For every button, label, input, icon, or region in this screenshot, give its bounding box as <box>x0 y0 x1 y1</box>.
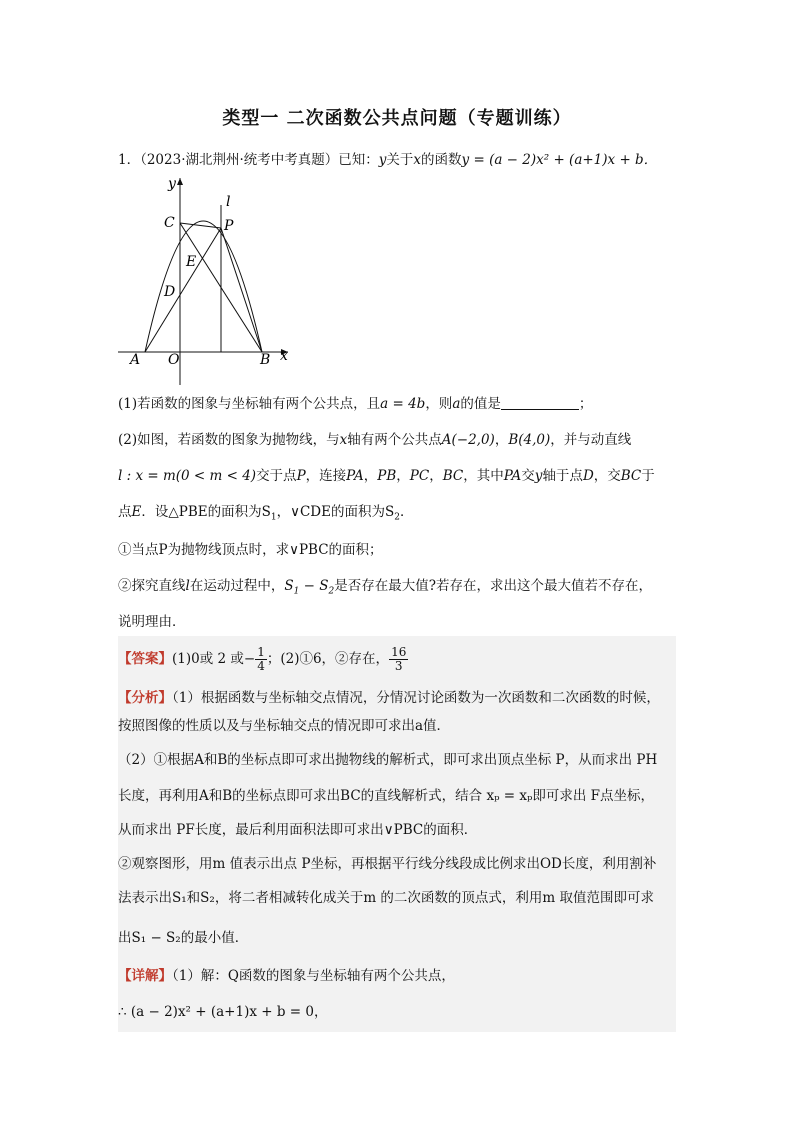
question-2-line-2: 说明理由． <box>118 614 186 630</box>
answer-line: 【答案】(1)0或 2 或− $\frac{1}{4}$ ；(2)①6，②存在， $\frac{16}{3}$ <box>118 645 407 673</box>
detail-tag: 【详解】 <box>118 968 172 984</box>
label-l: l <box>226 194 231 210</box>
answer-blank <box>501 395 579 410</box>
label-E: E <box>186 254 197 270</box>
part2-line-3: 点E．设△PBE的面积为$S_1$，∨CDE的面积为$S_2$． <box>118 504 414 523</box>
part2-line-1: (2)如图，若函数的图象为抛物线，与x轴有两个公共点A(−2,0)，B(4,0)，并与动直线 <box>118 432 632 448</box>
analysis-line-5: 从而求出 PF长度，最后利用面积法即可求出∨PBC的面积． <box>118 822 478 838</box>
analysis-line-3: （2）①根据A和B的坐标点即可求出抛物线的解析式，即可求出顶点坐标 P，从而求出 PH <box>118 752 658 768</box>
detail-line-1: 【详解】（1）解：Q函数的图象与坐标轴有两个公共点， <box>118 968 455 984</box>
analysis-line-7: 法表示出S₁和S₂，将二者相减转化成关于m 的二次函数的顶点式，利用m 取值范围即可求 <box>118 890 655 906</box>
label-O: O <box>168 352 180 368</box>
parabola-figure <box>118 170 308 390</box>
label-D: D <box>164 284 176 300</box>
label-y: y <box>168 176 176 192</box>
parabola-curve <box>145 221 262 352</box>
problem-number: 1．（2023·湖北荆州·统考中考真题）已知： <box>118 152 379 168</box>
analysis-line-2: 按照图像的性质以及与坐标轴交点的情况即可求出a值． <box>118 718 451 734</box>
question-2-line-1: ②探究直线l在运动过程中，$S_1 - S_2$是否存在最大值?若存在，求出这个最大值若不存在， <box>118 578 652 597</box>
segment-PA <box>145 228 221 352</box>
analysis-line-6: ②观察图形，用m 值表示出点 P坐标，再根据平行线分线段成比例求出OD长度，利用割补 <box>118 856 657 872</box>
detail-line-2: ∴ (a − 2)x² + (a+1)x + b = 0， <box>118 1004 328 1020</box>
segment-PC <box>180 223 221 228</box>
label-A: A <box>130 352 141 368</box>
analysis-tag: 【分析】 <box>118 690 172 706</box>
question-1: ①当点P为抛物线顶点时，求∨PBC的面积； <box>118 542 383 558</box>
label-x: x <box>280 348 288 364</box>
page-title: 类型一 二次函数公共点问题（专题训练） <box>222 108 572 129</box>
label-C: C <box>164 215 175 231</box>
analysis-line-1: 【分析】（1）根据函数与坐标轴交点情况，分情况讨论函数为一次函数和二次函数的时候， <box>118 690 660 706</box>
analysis-line-4: 长度，再利用A和B的坐标点即可求出BC的直线解析式，结合 xₚ = xₚ即可求出 F点坐标， <box>118 788 655 804</box>
function-formula: y = (a − 2)x² + (a+1)x + b． <box>461 152 658 168</box>
label-P: P <box>224 218 234 234</box>
label-B: B <box>260 352 271 368</box>
part2-line-2: l : x = m(0 < m < 4)交于点P，连接PA，PB，PC，BC，其中PA交y轴于点D，交BC于 <box>118 468 655 484</box>
problem-line-1: 1．（2023·湖北荆州·统考中考真题）已知：y关于x的函数y = (a − 2)x² + (a+1)x + b． <box>118 152 658 168</box>
y-axis-arrow <box>177 178 183 185</box>
part1-line: (1)若函数的图象与坐标轴有两个公共点，且a = 4b，则a的值是 ； <box>118 396 593 412</box>
answer-tag: 【答案】 <box>118 651 172 667</box>
analysis-line-8: 出S₁ − S₂的最小值． <box>118 930 249 946</box>
segment-PB <box>221 228 262 352</box>
